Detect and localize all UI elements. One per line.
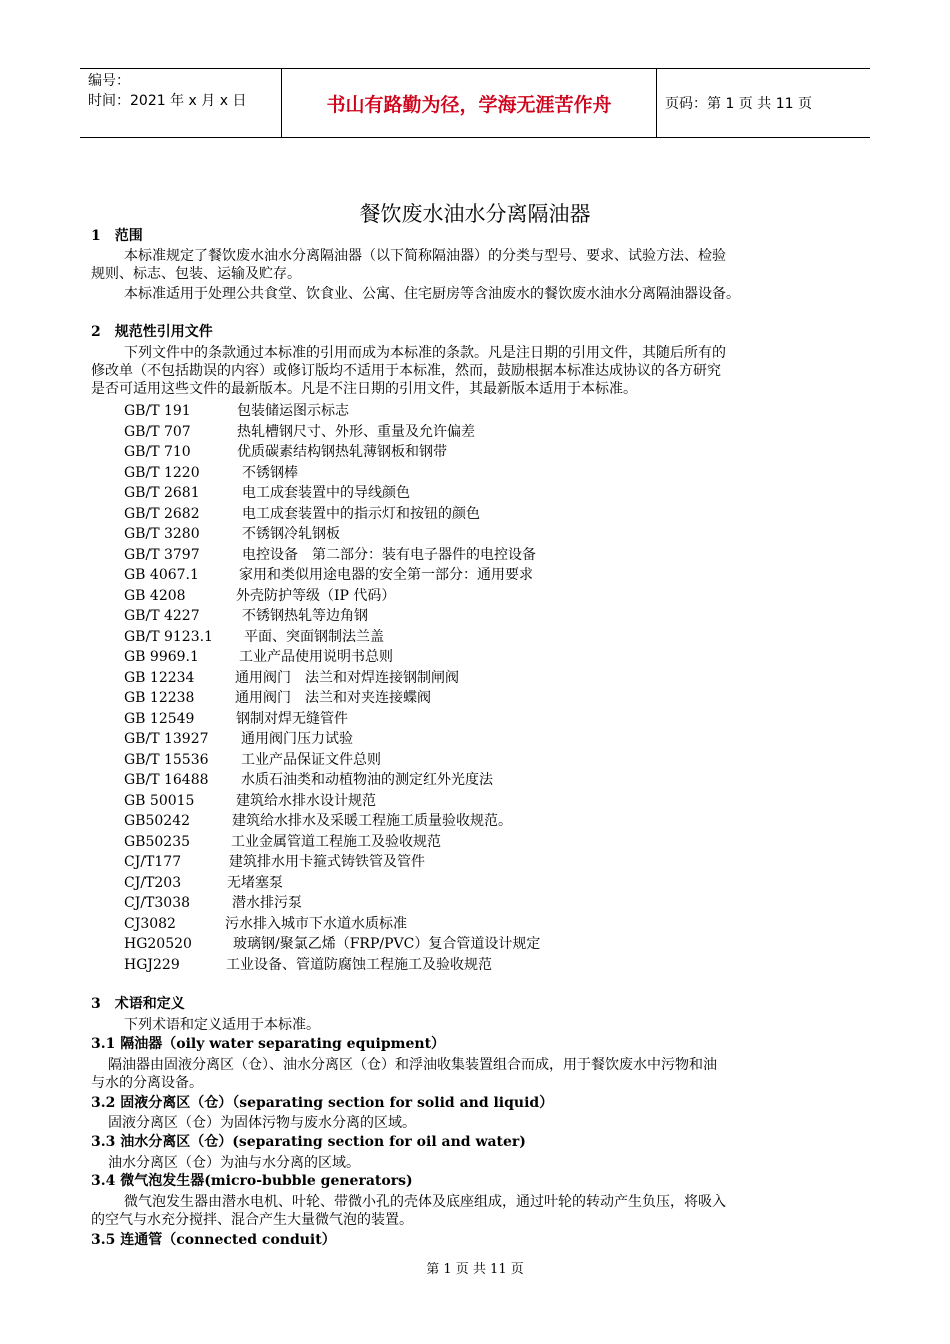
reference-code: GB/T 707: [124, 423, 191, 440]
reference-code: CJ3082: [124, 915, 176, 932]
reference-code: GB/T 1220: [124, 464, 200, 481]
reference-code: GB/T 2681: [124, 485, 200, 501]
reference-code: GB 12238: [124, 690, 195, 706]
section-2-heading: 2 规范性引用文件: [91, 324, 213, 340]
reference-title: 平面、突面钢制法兰盖: [244, 628, 384, 645]
term-3-1-heading: 3.1 隔油器（oily water separating equipment）: [91, 1036, 446, 1052]
reference-item: [124, 731, 353, 748]
reference-code: GB/T 710: [124, 444, 191, 460]
term-3-2-heading: 3.2 固液分离区（仓）（separating section for solid and liquid）: [91, 1095, 554, 1111]
reference-code: GB/T 191: [124, 403, 191, 419]
reference-title: 通用阀门压力试验: [241, 731, 353, 747]
reference-title: 工业金属管道工程施工及验收规范: [231, 833, 441, 850]
paragraph-line: 是否可适用这些文件的最新版本。凡是不注日期的引用文件，其最新版本适用于本标准。: [91, 381, 637, 397]
reference-code: GB/T 13927: [124, 731, 209, 747]
reference-code: GB/T 3280: [124, 526, 200, 542]
reference-code: CJ/T177: [124, 854, 182, 870]
paragraph-line: 规则、标志、包装、运输及贮存。: [91, 266, 301, 282]
reference-code: GB 12234: [124, 669, 195, 686]
reference-title: 优质碳素结构钢热轧薄钢板和钢带: [237, 444, 447, 460]
reference-code: GB50235: [124, 833, 191, 850]
paragraph-line: 修改单（不包括勘误的内容）或修订版均不适用于本标准，然而，鼓励根据本标准达成协议的各方研究: [91, 363, 721, 379]
reference-title: 电工成套装置中的导线颜色: [242, 485, 410, 501]
reference-item: [124, 526, 340, 543]
reference-item: [124, 546, 536, 564]
reference-item: [124, 669, 459, 687]
page-footer: 第 1 页 共 11 页: [426, 1262, 524, 1277]
reference-item: [124, 956, 492, 974]
paragraph-line: 油水分离区（仓）为油与水分离的区域。: [108, 1155, 360, 1171]
reference-code: GB 50015: [124, 792, 195, 809]
reference-code: GB/T 16488: [124, 772, 209, 788]
reference-item: [124, 690, 431, 707]
reference-item: [124, 833, 441, 851]
reference-title: 工业产品保证文件总则: [241, 751, 381, 768]
reference-code: GB/T 4227: [124, 608, 200, 624]
reference-title: 水质石油类和动植物油的测定红外光度法: [241, 772, 493, 788]
reference-item: [124, 936, 541, 953]
reference-code: GB/T 3797: [124, 546, 200, 563]
reference-code: GB 12549: [124, 710, 195, 727]
paragraph-line: 微气泡发生器由潜水电机、叶轮、带微小孔的壳体及底座组成，通过叶轮的转动产生负压，将吸入: [124, 1194, 726, 1210]
paragraph-line: 与水的分离设备。: [91, 1075, 203, 1091]
reference-item: [124, 567, 533, 584]
paragraph-line: 下列文件中的条款通过本标准的引用而成为本标准的条款。凡是注日期的引用文件，其随后所有的: [124, 345, 726, 361]
reference-item: [124, 649, 393, 666]
reference-item: [124, 772, 493, 789]
paragraph-line: 本标准适用于处理公共食堂、饮食业、公寓、住宅厨房等含油废水的餐饮废水油水分离隔油器设备。: [124, 286, 740, 302]
reference-title: 通用阀门 法兰和对夹连接蝶阀: [235, 690, 431, 706]
reference-code: HGJ229: [124, 956, 180, 973]
reference-code: GB 9969.1: [124, 649, 199, 665]
reference-title: 家用和类似用途电器的安全第一部分：通用要求: [239, 567, 533, 583]
reference-title: 建筑排水用卡箍式铸铁管及管件: [229, 854, 425, 870]
reference-title: 玻璃钢/聚氯乙烯（FRP/PVC）复合管道设计规定: [233, 936, 541, 952]
reference-title: 不锈钢热轧等边角钢: [242, 608, 368, 624]
reference-item: [124, 485, 410, 502]
reference-code: GB 4067.1: [124, 567, 199, 583]
reference-title: 潜水排污泵: [232, 895, 302, 911]
header-motto: 书山有路勤为径，学海无涯苦作舟: [282, 69, 657, 137]
reference-item: [124, 854, 425, 871]
reference-code: HG20520: [124, 936, 192, 952]
reference-title: 热轧槽钢尺寸、外形、重量及允许偏差: [237, 423, 475, 440]
reference-item: [124, 813, 512, 830]
reference-item: [124, 464, 298, 482]
reference-title: 包装储运图示标志: [237, 403, 349, 419]
reference-item: [124, 874, 283, 892]
section-3-heading: 3 术语和定义: [91, 996, 185, 1012]
paragraph-line: 固液分离区（仓）为固体污物与废水分离的区域。: [108, 1115, 416, 1131]
reference-item: [124, 628, 384, 646]
page-header-table: [80, 68, 870, 138]
reference-code: CJ/T3038: [124, 895, 191, 911]
serial-number-label: 编号：: [88, 73, 130, 89]
reference-title: 不锈钢冷轧钢板: [242, 526, 340, 542]
term-3-4-heading: 3.4 微气泡发生器(micro-bubble generators): [91, 1173, 413, 1189]
reference-title: 污水排入城市下水道水质标准: [225, 915, 407, 932]
paragraph-line: 本标准规定了餐饮废水油水分离隔油器（以下简称隔油器）的分类与型号、要求、试验方法、检验: [124, 248, 726, 264]
reference-item: [124, 751, 381, 769]
reference-title: 无堵塞泵: [227, 874, 283, 891]
reference-title: 电工成套装置中的指示灯和按钮的颜色: [242, 505, 480, 522]
reference-item: [124, 423, 475, 441]
reference-item: [124, 403, 349, 420]
reference-item: [124, 505, 480, 523]
section-1-heading: 1 范围: [91, 228, 143, 244]
reference-title: 钢制对焊无缝管件: [236, 710, 348, 727]
term-3-3-heading: 3.3 油水分离区（仓）(separating section for oil and water): [91, 1134, 526, 1150]
header-meta-cell: [80, 69, 282, 137]
header-page-info: 页码：第 1 页 共 11 页: [665, 96, 812, 112]
reference-code: GB/T 9123.1: [124, 628, 213, 645]
reference-code: GB/T 15536: [124, 751, 209, 768]
reference-code: GB/T 2682: [124, 505, 200, 522]
reference-item: [124, 710, 348, 728]
reference-title: 外壳防护等级（IP 代码）: [236, 587, 396, 604]
paragraph-line: 隔油器由固液分离区（仓）、油水分离区（仓）和浮油收集装置组合而成，用于餐饮废水中污物和油: [108, 1057, 717, 1073]
document-title: 餐饮废水油水分离隔油器: [359, 202, 591, 226]
reference-title: 建筑给水排水设计规范: [236, 792, 376, 809]
reference-code: CJ/T203: [124, 874, 182, 891]
reference-item: [124, 895, 302, 912]
reference-title: 通用阀门 法兰和对焊连接钢制闸阀: [235, 669, 459, 686]
date-label: 时间：2021 年 x 月 x 日: [88, 93, 247, 109]
reference-title: 不锈钢棒: [242, 464, 298, 481]
reference-title: 工业设备、管道防腐蚀工程施工及验收规范: [226, 956, 492, 973]
reference-code: GB50242: [124, 813, 191, 829]
paragraph-line: 下列术语和定义适用于本标准。: [124, 1017, 320, 1033]
reference-item: [124, 608, 368, 625]
reference-code: GB 4208: [124, 587, 186, 604]
term-3-5-heading: 3.5 连通管（connected conduit）: [91, 1232, 336, 1248]
paragraph-line: 的空气与水充分搅拌、混合产生大量微气泡的装置。: [91, 1212, 413, 1228]
reference-title: 工业产品使用说明书总则: [239, 649, 393, 665]
reference-item: [124, 792, 376, 810]
reference-item: [124, 915, 407, 933]
reference-title: 建筑给水排水及采暖工程施工质量验收规范。: [232, 813, 512, 829]
reference-title: 电控设备 第二部分：装有电子器件的电控设备: [242, 546, 536, 563]
reference-item: [124, 444, 447, 461]
reference-item: [124, 587, 396, 605]
